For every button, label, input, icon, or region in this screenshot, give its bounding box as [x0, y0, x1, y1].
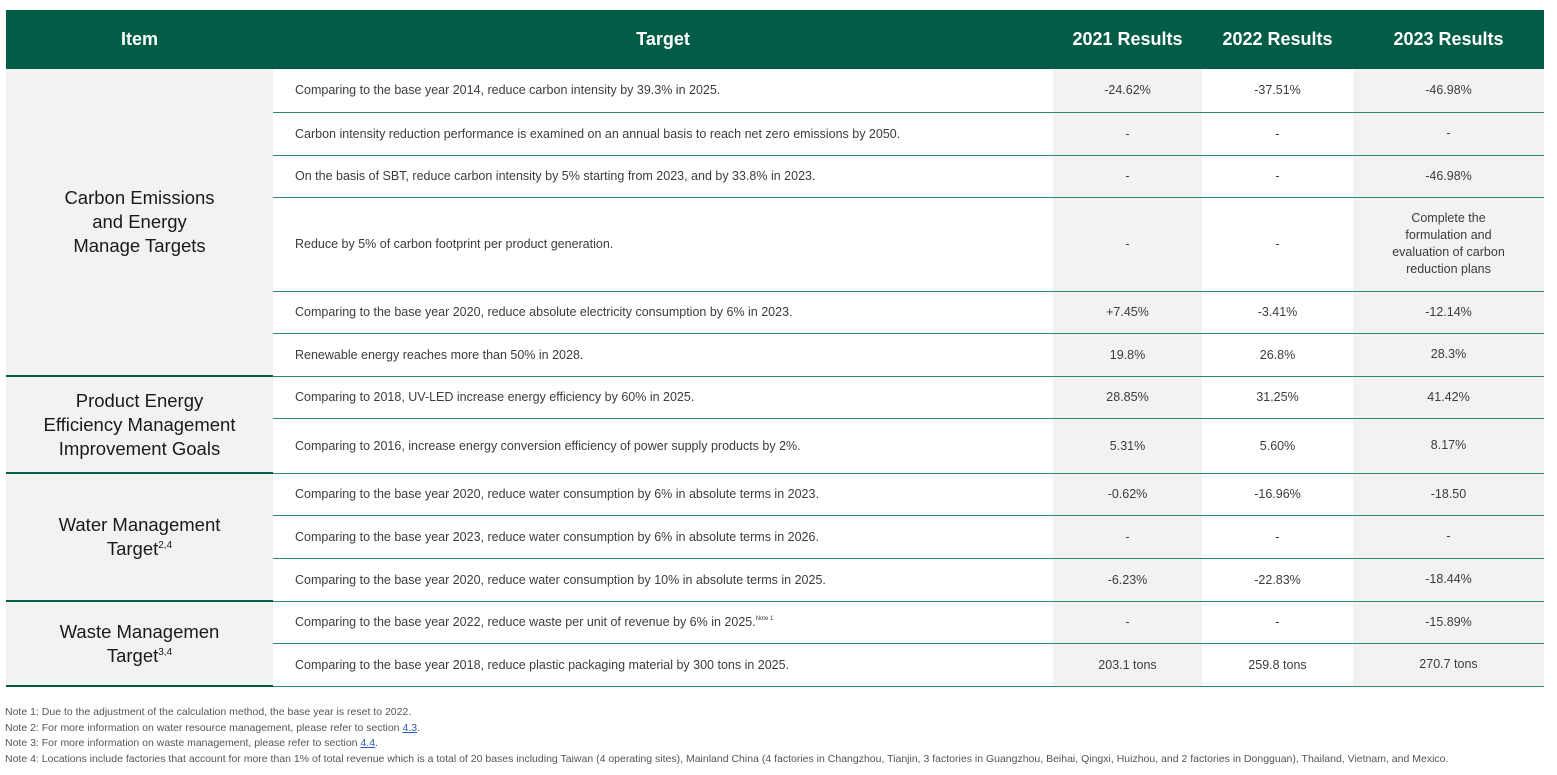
result-2021: -6.23%	[1053, 558, 1202, 601]
note-ref: Note 1	[755, 616, 774, 622]
note-1: Note 1: Due to the adjustment of the calculation method, the base year is reset to 2022.	[5, 706, 412, 718]
note-2: Note 2: For more information on water resource management, please refer to section 4.3.	[5, 721, 420, 734]
result-2021: 28.85%	[1053, 376, 1202, 418]
header-2021-results: 2021 Results	[1053, 10, 1202, 69]
target-cell: Renewable energy reaches more than 50% in 2028.	[273, 333, 1053, 376]
header-target: Target	[273, 10, 1053, 69]
result-2022: -	[1202, 112, 1353, 155]
result-2023: -12.14%	[1353, 291, 1544, 333]
header-2022-results: 2022 Results	[1202, 10, 1353, 69]
result-2022: -37.51%	[1202, 69, 1353, 112]
item-footnote-ref: 3,4	[158, 646, 173, 658]
result-2023: -15.89%	[1353, 601, 1544, 643]
header-item: Item	[6, 10, 273, 69]
result-2023	[1353, 197, 1544, 291]
note-3: Note 3: For more information on waste management, please refer to section 4.4.	[5, 737, 378, 749]
section-link-4-4[interactable]: 4.4	[360, 737, 376, 749]
result-2021: -24.62%	[1053, 69, 1202, 112]
result-2023: -	[1353, 515, 1544, 558]
item-footnote-ref: 2,4	[158, 539, 173, 551]
result-2022: -	[1202, 515, 1353, 558]
table-row	[6, 473, 1544, 515]
result-2023: 28.3%	[1353, 333, 1544, 376]
result-2022: 31.25%	[1202, 376, 1353, 418]
result-2021: -	[1053, 155, 1202, 197]
item-waste-management: Waste Managemen Target$^{3,4}$	[6, 601, 273, 686]
result-2021: 5.31%	[1053, 418, 1202, 473]
item-carbon-emissions: Carbon Emissions and Energy Manage Targets	[6, 69, 273, 376]
table-row	[6, 601, 1544, 643]
target-cell: Comparing to 2016, increase energy conversion efficiency of power supply products by 2%.	[273, 418, 1053, 473]
result-2021: -	[1053, 601, 1202, 643]
result-2021: -	[1053, 515, 1202, 558]
result-2022: -	[1202, 155, 1353, 197]
result-2022: -	[1202, 601, 1353, 643]
result-2023: -18.50	[1353, 473, 1544, 515]
footnotes	[5, 705, 1555, 767]
target-cell: Comparing to 2018, UV-LED increase energy efficiency by 60% in 2025.	[273, 376, 1053, 418]
target-cell: Comparing to the base year 2020, reduce absolute electricity consumption by 6% in 2023.	[273, 291, 1053, 333]
result-2022: -22.83%	[1202, 558, 1353, 601]
target-cell: Carbon intensity reduction performance is examined on an annual basis to reach net zero emissions by 2050.	[273, 112, 1053, 155]
item-product-energy-efficiency: Product Energy Efficiency Management Improvement Goals	[6, 376, 273, 473]
result-2023: 270.7 tons	[1353, 643, 1544, 686]
target-cell: Comparing to the base year 2023, reduce water consumption by 6% in absolute terms in 2026.	[273, 515, 1053, 558]
note-4: Note 4: Locations include factories that account for more than 1% of total revenue which is a total of 20 bases including Taiwan (4 operating sites), Mainland China (4 factories in Changzhou, Tianjin, 3 factories in Guangzhou, Beihai, Qingxi, Huizhou, and 2 factories in Dongguan), Thailand, Vietnam, and Mexico.	[5, 752, 1449, 765]
section-link-4-3[interactable]: 4.3	[402, 721, 418, 734]
item-water-management: Water Management Target$^{2,4}$	[6, 473, 273, 601]
result-2021: -	[1053, 197, 1202, 291]
table-row	[6, 69, 1544, 112]
result-2021: +7.45%	[1053, 291, 1202, 333]
target-cell: Comparing to the base year 2018, reduce plastic packaging material by 300 tons in 2025.	[273, 643, 1053, 686]
result-2022: 259.8 tons	[1202, 643, 1353, 686]
result-2022: -3.41%	[1202, 291, 1353, 333]
result-2022: 26.8%	[1202, 333, 1353, 376]
result-2023: 41.42%	[1353, 376, 1544, 418]
header-2023-results: 2023 Results	[1353, 10, 1544, 69]
result-2023: 8.17%	[1353, 418, 1544, 473]
target-cell: Comparing to the base year 2020, reduce water consumption by 6% in absolute terms in 2023.	[273, 473, 1053, 515]
target-cell: Comparing to the base year 2020, reduce water consumption by 10% in absolute terms in 2025.	[273, 558, 1053, 601]
result-2021: 203.1 tons	[1053, 643, 1202, 686]
result-2023: -46.98%	[1353, 69, 1544, 112]
result-2022: -	[1202, 197, 1353, 291]
target-cell: On the basis of SBT, reduce carbon intensity by 5% starting from 2023, and by 33.8% in 2023.	[273, 155, 1053, 197]
target-cell: Comparing to the base year 2022, reduce waste per unit of revenue by 6% in 2025.$^{Note 1}$	[273, 601, 1053, 643]
targets-table	[6, 10, 1544, 687]
target-cell: Reduce by 5% of carbon footprint per product generation.	[273, 197, 1053, 291]
result-2022: -16.96%	[1202, 473, 1353, 515]
result-2021: -	[1053, 112, 1202, 155]
result-2023: -	[1353, 112, 1544, 155]
result-2023-text: Complete the formulation and evaluation of carbon reduction plans	[1392, 211, 1505, 276]
result-2023: -46.98%	[1353, 155, 1544, 197]
table-row	[6, 376, 1544, 418]
result-2022: 5.60%	[1202, 418, 1353, 473]
result-2021: -0.62%	[1053, 473, 1202, 515]
result-2021: 19.8%	[1053, 333, 1202, 376]
target-cell: Comparing to the base year 2014, reduce carbon intensity by 39.3% in 2025.	[273, 69, 1053, 112]
result-2023: -18.44%	[1353, 558, 1544, 601]
header-row	[6, 10, 1544, 69]
